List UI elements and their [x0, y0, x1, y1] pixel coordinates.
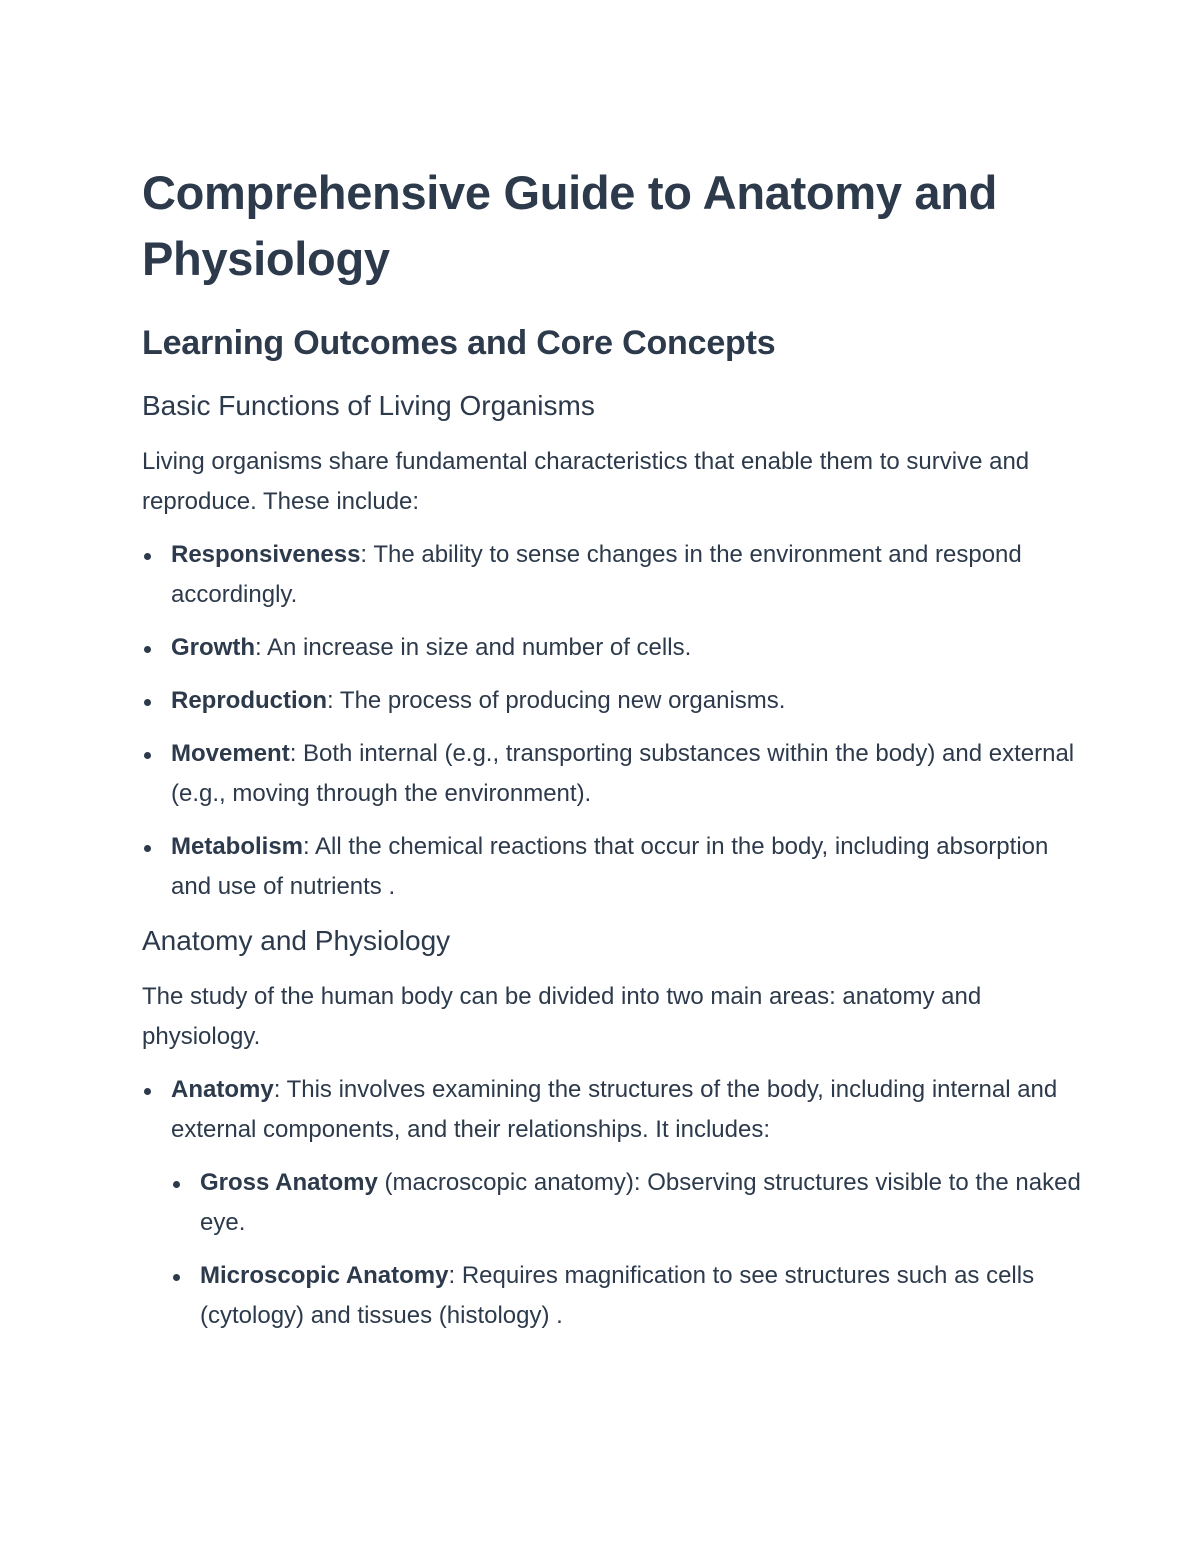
anatomy-sub-list [171, 1163, 1082, 1336]
sub-list-item [171, 1163, 1082, 1243]
sub-list-item-term: Microscopic Anatomy [200, 1262, 449, 1289]
list-item [142, 628, 1082, 668]
list-item-text: : Both internal (e.g., transporting substances within the body) and external (e.g., moving through the environment). [171, 740, 1075, 807]
sub-list-item-text: : Requires magnification to see structures such as cells (cytology) and tissues (histology) . [200, 1262, 1035, 1329]
anatomy-physiology-heading: Anatomy and Physiology [142, 925, 451, 956]
list-item-term: Growth [171, 634, 255, 661]
anatomy-physiology-intro: The study of the human body can be divided into two main areas: anatomy and physiology. [142, 983, 982, 1050]
list-item [142, 734, 1082, 814]
section-heading: Learning Outcomes and Core Concepts [142, 324, 776, 362]
sub-list-item-text: (macroscopic anatomy): Observing structures visible to the naked eye. [200, 1169, 1081, 1236]
list-item-term: Movement [171, 740, 290, 767]
sub-list-item [171, 1256, 1082, 1336]
list-item-text: : All the chemical reactions that occur in the body, including absorption and use of nutrients . [171, 833, 1049, 900]
list-item [142, 535, 1082, 615]
list-item-term: Reproduction [171, 687, 327, 714]
basic-functions-intro: Living organisms share fundamental characteristics that enable them to survive and reproduce. These include: [142, 448, 1030, 515]
document-page [142, 160, 1082, 1350]
list-item [142, 681, 1082, 721]
basic-functions-list [142, 535, 1082, 907]
list-item-text: : The process of producing new organisms. [327, 687, 786, 714]
list-item-text: : This involves examining the structures of the body, including internal and external components, and their relationships. It includes: [171, 1076, 1058, 1143]
list-item [142, 827, 1082, 907]
basic-functions-heading: Basic Functions of Living Organisms [142, 390, 595, 421]
list-item-term: Responsiveness [171, 541, 361, 568]
list-item-text: : An increase in size and number of cells. [255, 634, 692, 661]
anatomy-physiology-list [142, 1070, 1082, 1336]
list-item [142, 1070, 1082, 1336]
document-title: Comprehensive Guide to Anatomy and Physiology [142, 166, 998, 285]
list-item-term: Anatomy [171, 1076, 274, 1103]
list-item-term: Metabolism [171, 833, 304, 860]
sub-list-item-term: Gross Anatomy [200, 1169, 378, 1196]
list-item-text: : The ability to sense changes in the environment and respond accordingly. [171, 541, 1022, 608]
